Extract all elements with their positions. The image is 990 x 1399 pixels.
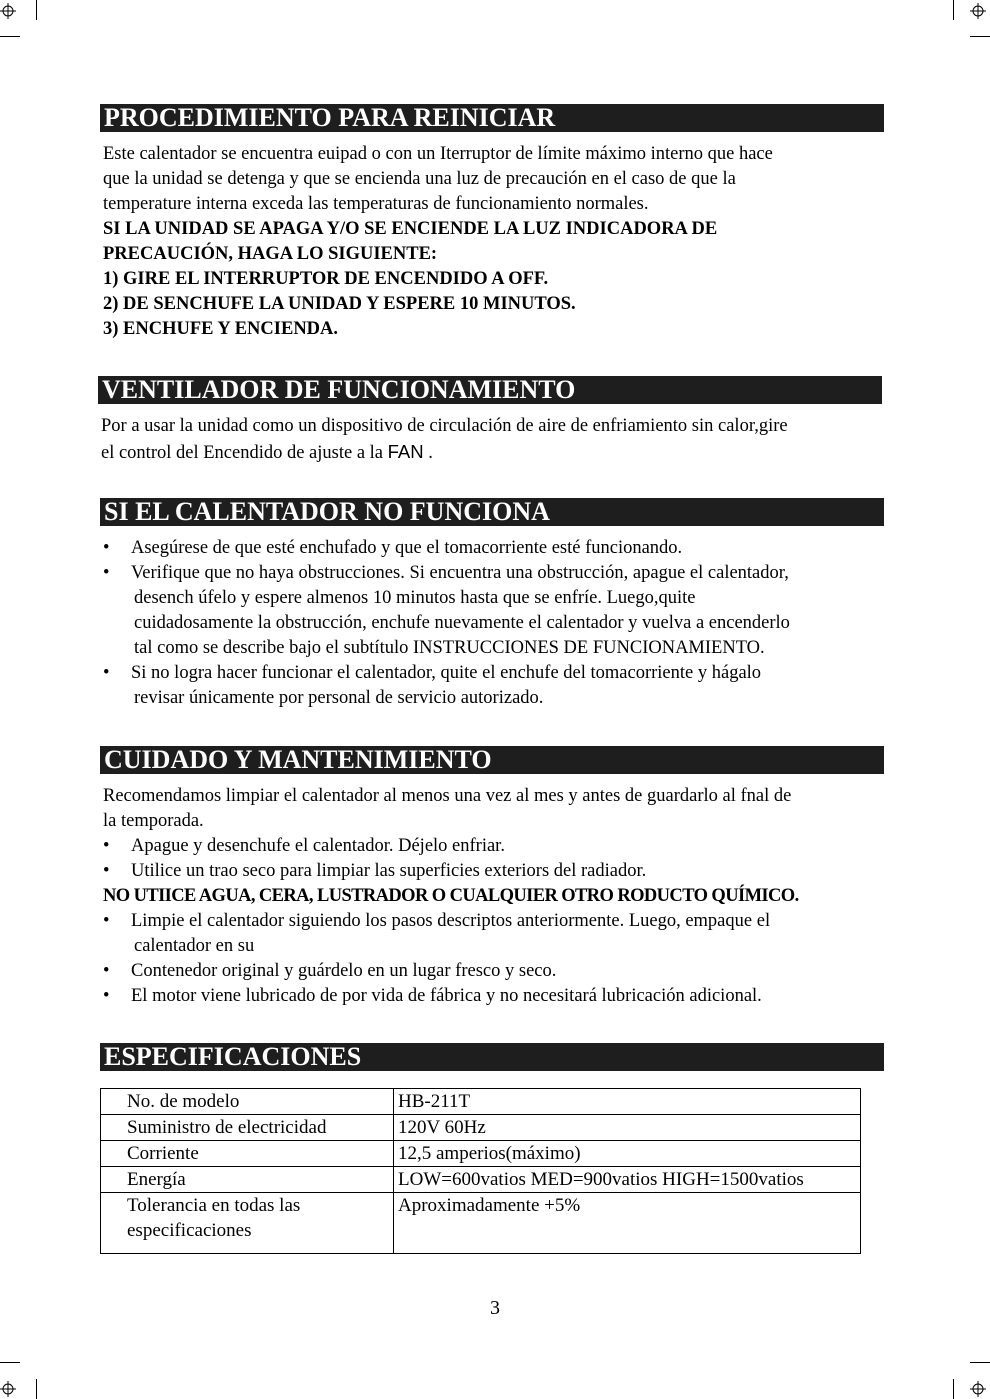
section-title-specs: ESPECIFICACIONES [100, 1043, 884, 1071]
fan-text-line [101, 439, 891, 464]
troubleshoot-list [103, 536, 893, 711]
section-title-reset: PROCEDIMIENTO PARA REINICIAR [100, 104, 884, 132]
list-item [103, 959, 893, 984]
table-row [101, 1089, 861, 1115]
section-title-troubleshoot: SI EL CALENTADOR NO FUNCIONA [100, 498, 884, 526]
crop-mark [970, 1362, 990, 1363]
care-section-body [103, 784, 893, 1009]
list-item-text: El motor viene lubricado de por vida de fábrica y no necesitará lubricación adicional. [131, 986, 762, 1006]
list-item-text: Apague y desenchufe el calentador. Déjelo enfriar. [131, 836, 505, 856]
bullet-icon: • [103, 836, 110, 856]
crop-mark [36, 1379, 37, 1399]
fan-text-line: Por a usar la unidad como un dispositivo de circulación de aire de enfriamiento sin calor,gire [101, 416, 788, 436]
section-title-care: CUIDADO Y MANTENIMIENTO [100, 746, 884, 774]
care-intro-line: Recomendamos limpiar el calentador al menos una vez al mes y antes de guardarlo al fnal de [103, 786, 792, 806]
reset-step: 3) ENCHUFE Y ENCIENDA. [103, 319, 339, 339]
bullet-icon: • [103, 986, 110, 1006]
bullet-icon: • [103, 911, 110, 931]
table-row [101, 1115, 861, 1141]
spec-value: Aproximadamente +5% [394, 1193, 861, 1254]
bullet-icon: • [103, 563, 110, 583]
fan-text-suffix: . [428, 443, 433, 463]
list-item [103, 834, 893, 859]
bullet-icon: • [103, 861, 110, 881]
list-item-text: Contenedor original y guárdelo en un lugar fresco y seco. [131, 961, 557, 981]
section-title-fan: VENTILADOR DE FUNCIONAMIENTO [98, 376, 882, 404]
list-item-text: Si no logra hacer funcionar el calentador, quite el enchufe del tomacorriente y hágalo [131, 663, 762, 683]
registration-mark-icon [0, 1381, 16, 1397]
spec-value: LOW=600vatios MED=900vatios HIGH=1500vatios [394, 1167, 861, 1193]
list-item [103, 984, 893, 1009]
list-item-continuation: cuidadosamente la obstrucción, enchufe nuevamente el calentador y vuelva a encenderlo [134, 613, 790, 633]
reset-text-line: que la unidad se detenga y que se encienda una luz de precaución en el caso de que la [103, 169, 736, 189]
reset-section-body [103, 142, 893, 342]
list-item-text: Limpie el calentador siguiendo los pasos descriptos anteriormente. Luego, empaque el [131, 911, 771, 931]
reset-step: 1) GIRE EL INTERRUPTOR DE ENCENDIDO A OFF. [103, 269, 549, 289]
spec-label: Corriente [101, 1141, 394, 1167]
spec-label-line: Tolerancia en todas las [127, 1195, 301, 1216]
crop-mark [970, 36, 990, 37]
spec-label-line: especificaciones [127, 1220, 252, 1241]
reset-text-line: temperature interna exceda las temperaturas de funcionamiento normales. [103, 194, 649, 214]
spec-value: 12,5 amperios(máximo) [394, 1141, 861, 1167]
list-item-text: Asegúrese de que esté enchufado y que el tomacorriente esté funcionando. [131, 538, 683, 558]
list-item [103, 859, 893, 884]
fan-text-prefix: el control del Encendido de ajuste a la [101, 443, 384, 463]
list-item [103, 909, 893, 934]
crop-mark [0, 36, 20, 37]
list-item-continuation: revisar únicamente por personal de servicio autorizado. [134, 688, 544, 708]
care-intro-line: la temporada. [103, 811, 204, 831]
list-item-text: Utilice un trao seco para limpiar las superficies exteriors del radiador. [131, 861, 647, 881]
spec-label: No. de modelo [101, 1089, 394, 1115]
spec-label: Energía [101, 1167, 394, 1193]
list-item [103, 561, 893, 586]
table-row [101, 1141, 861, 1167]
reset-instruction-line: PRECAUCIÓN, HAGA LO SIGUIENTE: [103, 244, 438, 264]
spec-value: HB-211T [394, 1089, 861, 1115]
page-number: 3 [490, 1297, 500, 1319]
crop-mark [953, 0, 954, 20]
list-item [103, 536, 893, 561]
registration-mark-icon [970, 3, 986, 19]
list-item-continuation: desench úfelo y espere almenos 10 minutos hasta que se enfríe. Luego,quite [134, 588, 696, 608]
list-item-continuation: calentador en su [134, 936, 255, 956]
spec-value: 120V 60Hz [394, 1115, 861, 1141]
fan-section-body [101, 414, 891, 464]
crop-mark [953, 1379, 954, 1399]
list-item-text: Verifique que no haya obstrucciones. Si encuentra una obstrucción, apague el calentador, [131, 563, 789, 583]
list-item [103, 661, 893, 686]
table-row [101, 1167, 861, 1193]
crop-mark [0, 1362, 20, 1363]
reset-text-line: Este calentador se encuentra euipad o con un Iterruptor de límite máximo interno que hace [103, 144, 773, 164]
reset-instruction-line: SI LA UNIDAD SE APAGA Y/O SE ENCIENDE LA LUZ INDICADORA DE [103, 219, 718, 239]
table-row [101, 1193, 861, 1254]
list-item-continuation: tal como se describe bajo el subtítulo INSTRUCCIONES DE FUNCIONAMIENTO. [134, 638, 765, 658]
registration-mark-icon [970, 1381, 986, 1397]
registration-mark-icon [0, 3, 16, 19]
reset-step: 2) DE SENCHUFE LA UNIDAD Y ESPERE 10 MINUTOS. [103, 294, 576, 314]
specs-table [100, 1088, 861, 1254]
crop-mark [36, 0, 37, 20]
fan-setting-label: FAN [387, 441, 424, 462]
spec-label: Suministro de electricidad [101, 1115, 394, 1141]
bullet-icon: • [103, 538, 110, 558]
spec-label [101, 1193, 394, 1254]
care-warning: NO UTIICE AGUA, CERA, LUSTRADOR O CUALQUIER OTRO RODUCTO QUÍMICO. [103, 886, 799, 906]
bullet-icon: • [103, 663, 110, 683]
bullet-icon: • [103, 961, 110, 981]
